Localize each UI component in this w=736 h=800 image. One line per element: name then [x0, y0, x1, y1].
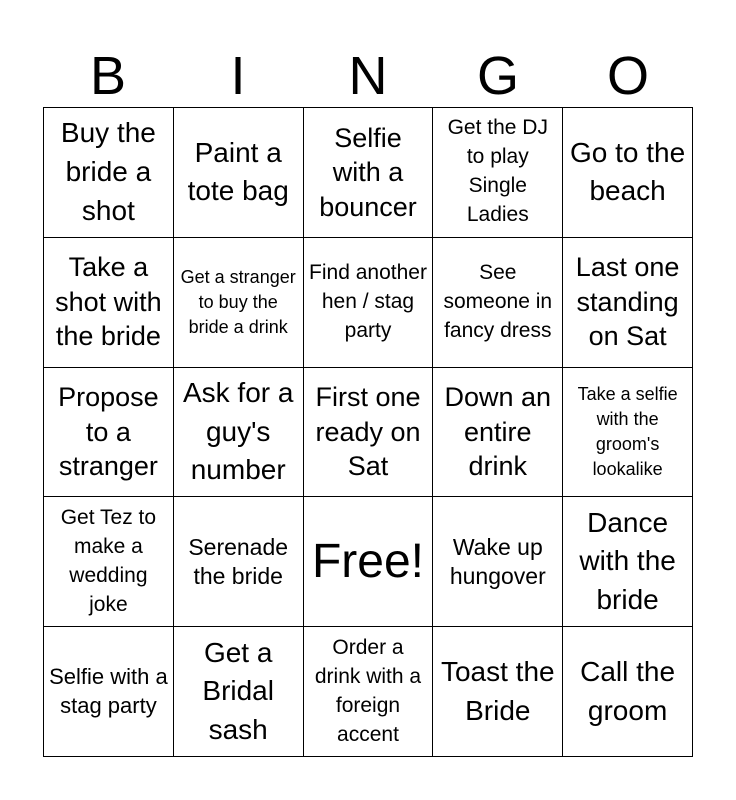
cell-text: Paint a tote bag: [187, 136, 289, 207]
cell-text: Find another hen / stag party: [309, 260, 427, 342]
cell-text: Selfie with a stag party: [49, 664, 168, 718]
free-space-cell[interactable]: [304, 497, 434, 627]
cell-text: Propose to a stranger: [58, 382, 159, 482]
bingo-cell[interactable]: [563, 497, 693, 627]
cell-text: Take a selfie with the groom's lookalike: [577, 384, 678, 479]
cell-text: Ask for a guy's number: [182, 377, 294, 486]
bingo-cell[interactable]: [44, 368, 174, 498]
bingo-cell[interactable]: [563, 627, 693, 757]
cell-text: Get Tez to make a wedding joke: [60, 505, 157, 616]
bingo-cell[interactable]: [174, 627, 304, 757]
bingo-cell[interactable]: [433, 627, 563, 757]
header-letter-o: O: [606, 46, 649, 106]
bingo-cell[interactable]: [44, 108, 174, 238]
bingo-cell[interactable]: [563, 368, 693, 498]
bingo-cell[interactable]: [304, 368, 434, 498]
cell-text: Order a drink with a foreign accent: [314, 635, 422, 746]
cell-text: Serenade the bride: [188, 533, 289, 589]
bingo-grid: [43, 107, 693, 757]
cell-text: Toast the Bride: [440, 655, 555, 726]
cell-text: See someone in fancy dress: [443, 260, 553, 342]
bingo-header: [43, 46, 693, 106]
cell-text: Wake up hungover: [449, 533, 546, 589]
cell-text: Call the groom: [580, 655, 676, 726]
cell-text: Down an entire drink: [444, 382, 552, 482]
cell-text: Go to the beach: [570, 136, 686, 207]
bingo-cell[interactable]: [563, 108, 693, 238]
cell-text: Selfie with a bouncer: [319, 122, 417, 222]
bingo-cell[interactable]: [304, 238, 434, 368]
header-letter-n: N: [348, 46, 388, 106]
bingo-cell[interactable]: [433, 238, 563, 368]
header-letter-i: I: [230, 46, 246, 106]
bingo-cell[interactable]: [44, 497, 174, 627]
bingo-cell[interactable]: [433, 497, 563, 627]
bingo-cell[interactable]: [433, 368, 563, 498]
bingo-cell[interactable]: [433, 108, 563, 238]
bingo-cell[interactable]: [174, 238, 304, 368]
header-letter-b: B: [89, 46, 127, 106]
bingo-cell[interactable]: [304, 627, 434, 757]
cell-text: Get the DJ to play Single Ladies: [447, 116, 548, 227]
cell-text: First one ready on Sat: [315, 382, 421, 482]
bingo-cell[interactable]: [174, 368, 304, 498]
header-letter-g: G: [476, 46, 519, 106]
bingo-cell[interactable]: [44, 627, 174, 757]
cell-text: Get a Bridal sash: [202, 636, 274, 745]
cell-text: Take a shot with the bride: [55, 252, 162, 352]
cell-text: Buy the bride a shot: [60, 117, 156, 226]
cell-text: Dance with the bride: [579, 506, 676, 616]
bingo-cell[interactable]: [174, 497, 304, 627]
bingo-cell[interactable]: [44, 238, 174, 368]
bingo-cell[interactable]: [174, 108, 304, 238]
cell-text: Last one standing on Sat: [575, 252, 680, 352]
cell-text: Get a stranger to buy the bride a drink: [180, 266, 296, 337]
bingo-cell[interactable]: [304, 108, 434, 238]
bingo-cell[interactable]: [563, 238, 693, 368]
cell-text: Free!: [311, 534, 424, 588]
